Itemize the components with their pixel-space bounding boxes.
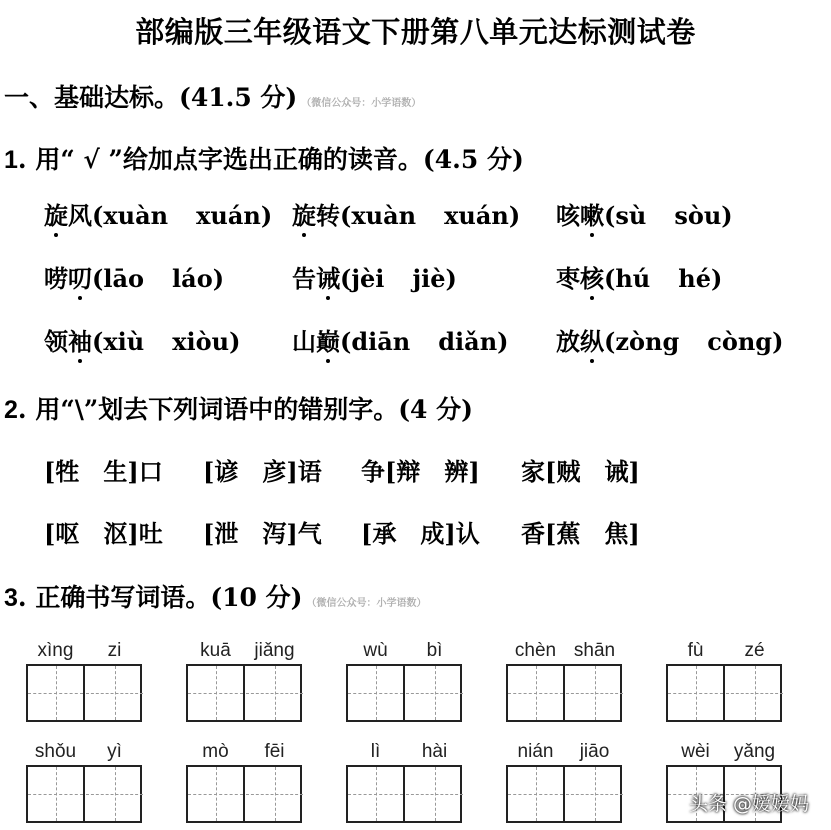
word-char: 放 [556,327,580,356]
question-number: 1 [4,146,18,174]
word-char: 枣 [556,264,580,293]
pinyin-syllable: jiāo [579,741,610,762]
writing-box[interactable] [666,664,782,722]
word-group[interactable]: [呕 沤]吐 [44,519,163,548]
pinyin-option-a[interactable]: (lāo [92,264,145,293]
pinyin-option-b[interactable]: sòu) [674,201,733,230]
writing-cell[interactable] [348,666,405,720]
writing-cell[interactable] [188,767,245,821]
word [44,264,92,293]
word-group[interactable]: [承 成]认 [361,519,480,548]
word-group[interactable]: [谚 彦]语 [203,457,322,486]
guide-line [56,767,57,821]
dotted-char: 旋 [292,196,316,231]
watermark-text: （微信公众号：小学语数） [306,598,427,609]
word [292,327,340,356]
pronunciation-item [556,322,783,357]
dotted-char: 袖 [68,322,92,357]
pinyin-syllable: wù [363,640,388,661]
pronunciation-item [292,196,520,231]
word-group[interactable]: 家[贼 诫] [521,457,640,486]
question-2-heading [4,390,473,426]
pinyin-option-a[interactable]: (sù [604,201,647,230]
writing-cell[interactable] [188,666,245,720]
word-char: 风 [68,201,92,230]
writing-cell[interactable] [566,767,623,821]
word-group[interactable]: 香[蕉 焦] [521,519,640,548]
pinyin-option-b[interactable]: xuán) [444,201,521,230]
writing-cell[interactable] [668,666,725,720]
dotted-char: 纵 [580,322,604,357]
pinyin-option-b[interactable]: xiòu) [172,327,241,356]
guide-line [216,666,217,720]
question-text: . 正确书写词语。(10 分) [17,583,303,612]
pinyin-syllable: xìng [37,640,74,661]
dotted-char: 诫 [316,259,340,294]
pinyin-option-b[interactable]: láo) [172,264,225,293]
writing-box[interactable] [346,664,462,722]
writing-cell[interactable] [28,767,85,821]
writing-cell[interactable] [28,666,85,720]
writing-box[interactable] [26,765,142,823]
guide-line [755,666,756,720]
writing-box[interactable] [506,765,622,823]
pinyin-syllable: shān [573,640,616,661]
pronunciation-item [556,259,722,294]
pinyin-option-b[interactable]: xuán) [196,201,273,230]
guide-line [275,666,276,720]
guide-line [536,767,537,821]
dotted-char: 核 [580,259,604,294]
pronunciation-item [44,322,240,357]
pronunciation-item [44,259,224,294]
writing-box[interactable] [346,765,462,823]
word-char: 告 [292,264,316,293]
guide-line [435,767,436,821]
guide-line [115,767,116,821]
writing-cell[interactable] [508,666,565,720]
writing-cell[interactable] [406,666,463,720]
guide-line [275,767,276,821]
writing-box[interactable] [26,664,142,722]
guide-line [595,666,596,720]
writing-cell[interactable] [86,767,143,821]
guide-line [595,767,596,821]
word-char: 咳 [556,201,580,230]
pronunciation-item [292,322,509,357]
word [556,327,604,356]
pinyin-syllable: wèi [681,741,710,762]
pinyin-syllable: mò [202,741,229,762]
guide-line [56,666,57,720]
pinyin-option-a[interactable]: (jèi [340,264,385,293]
pinyin-syllable: lì [370,741,381,762]
dotted-char: 旋 [44,196,68,231]
watermark-text: （微信公众号：小学语数） [301,98,422,109]
pinyin-option-b[interactable]: diǎn) [438,327,509,356]
pinyin-syllable: zé [744,640,765,661]
pinyin-syllable: nián [517,741,554,762]
question-number: 3 [4,584,18,612]
pinyin-syllable: kuā [200,640,231,661]
writing-cell[interactable] [348,767,405,821]
pinyin-syllable: jiǎng [254,640,295,661]
question-text: . 用“ √ ”给加点字选出正确的读音。(4.5 分) [17,145,524,174]
pinyin-syllable: yǎng [733,741,776,762]
pronunciation-item [44,196,272,231]
dotted-char: 嗽 [580,196,604,231]
word [556,201,604,230]
pinyin-syllable: shǒu [34,741,77,762]
word [44,327,92,356]
guide-line [536,666,537,720]
word-group[interactable]: [牲 生]口 [44,457,163,486]
word-group[interactable]: 争[辩 辨] [361,457,480,486]
pinyin-syllable: fēi [264,741,285,762]
pinyin-option-a[interactable]: (hú [604,264,651,293]
pinyin-option-a[interactable]: (xuàn [340,201,417,230]
pinyin-syllable: zi [107,640,122,661]
writing-cell[interactable] [246,767,303,821]
pinyin-option-b[interactable]: còng) [707,327,784,356]
guide-line [376,666,377,720]
pinyin-syllable: chèn [514,640,557,661]
word [292,264,340,293]
pinyin-option-a[interactable]: (xiù [92,327,145,356]
writing-cell[interactable] [726,666,783,720]
writing-cell[interactable] [246,666,303,720]
pronunciation-item [556,196,733,231]
guide-line [696,666,697,720]
guide-line [115,666,116,720]
writing-cell[interactable] [508,767,565,821]
pinyin-option-b[interactable]: hé) [678,264,723,293]
writing-cell[interactable] [86,666,143,720]
word [292,201,340,230]
writing-box[interactable] [506,664,622,722]
word-char: 领 [44,327,68,356]
guide-line [435,666,436,720]
word [556,264,604,293]
source-watermark: 头条 @嫒嫒妈 [688,793,809,815]
pinyin-option-a[interactable]: (zòng [604,327,680,356]
pinyin-syllable: hài [421,741,448,762]
pinyin-option-b[interactable]: jiè) [412,264,457,293]
pinyin-syllable: bì [426,640,443,661]
writing-box[interactable] [186,765,302,823]
pinyin-option-a[interactable]: (diān [340,327,411,356]
section-heading [4,78,421,114]
word-group[interactable]: [泄 泻]气 [203,519,322,548]
writing-box[interactable] [186,664,302,722]
question-1-heading [4,140,524,176]
pinyin-syllable: fù [687,640,704,661]
writing-cell[interactable] [406,767,463,821]
word [44,201,92,230]
pinyin-option-a[interactable]: (xuàn [92,201,169,230]
question-3-heading [4,578,426,614]
writing-cell[interactable] [566,666,623,720]
section-label: 一、基础达标。(41.5 分) [4,83,298,112]
word-char: 唠 [44,264,68,293]
dotted-char: 叨 [68,259,92,294]
word-char: 山 [292,327,316,356]
guide-line [376,767,377,821]
question-number: 2 [4,396,18,424]
pinyin-syllable: yì [107,741,122,762]
pronunciation-item [292,259,457,294]
page-title: 部编版三年级语文下册第八单元达标测试卷 [135,15,696,49]
word-char: 转 [316,201,340,230]
question-text: . 用“\”划去下列词语中的错别字。(4 分) [17,395,473,424]
dotted-char: 巅 [316,322,340,357]
guide-line [216,767,217,821]
